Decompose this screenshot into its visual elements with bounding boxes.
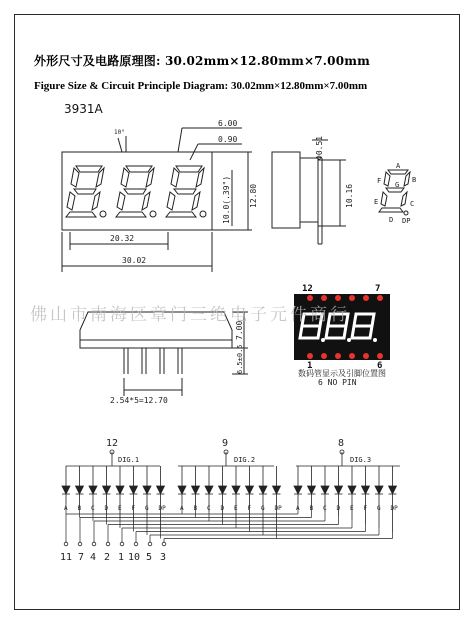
segment-label: D (104, 505, 109, 512)
seg-label-b: B (412, 176, 417, 184)
front-body-outline (62, 152, 212, 230)
diode-symbol (192, 486, 200, 494)
diode-symbol (232, 486, 240, 494)
model-number: 3931A (64, 102, 103, 116)
dim-6-00: 6.00 (218, 119, 238, 128)
diode-symbol (62, 486, 70, 494)
dim-6-5: 6.5±0.5 (236, 344, 244, 374)
pinout-caption: 数码管显示及引脚位置图 (298, 369, 386, 378)
segment-key (379, 170, 410, 215)
diode-symbol (130, 486, 138, 494)
segment-label: G (377, 505, 381, 512)
seg-label-g: G (395, 181, 400, 189)
bottom-pin-numbers (60, 552, 166, 563)
pin-label-12: 12 (302, 284, 313, 294)
segment-label: E (234, 505, 238, 512)
segment-label: A (64, 505, 68, 512)
digit-3-outline (166, 166, 206, 217)
diode-symbol (205, 486, 213, 494)
bottom-pin-5: 5 (146, 552, 153, 563)
segment-label: C (323, 505, 327, 512)
segment-label: D (220, 505, 225, 512)
side-body (272, 152, 300, 228)
digit-label-3: DIG.3 (350, 456, 372, 464)
seg-label-c: C (410, 200, 415, 208)
diode-symbol (76, 486, 84, 494)
digit-label-2: DIG.2 (234, 456, 256, 464)
common-pin-12: 12 (106, 438, 119, 449)
segment-label: B (309, 505, 314, 512)
diode-symbol (362, 486, 370, 494)
pinout-pin-count: 6 NO PIN (318, 378, 357, 387)
common-pin-8: 8 (338, 438, 345, 449)
segment-label: B (77, 505, 82, 512)
dim-pin-diameter: Φ0.51 (315, 135, 324, 160)
digit-1-outline (66, 166, 106, 217)
diode-symbol (89, 486, 97, 494)
segment-label: B (193, 505, 198, 512)
bottom-pin-10: 10 (128, 552, 141, 563)
seg-label-d: D (389, 216, 394, 224)
dim-30-02: 30.02 (122, 256, 147, 265)
diode-symbol (246, 486, 254, 494)
title-english: Figure Size & Circuit Principle Diagram: 30.02mm×12.80mm×7.00mm (34, 80, 368, 92)
diode-symbol (335, 486, 343, 494)
seg-label-f: F (377, 177, 382, 185)
diode-symbol (321, 486, 329, 494)
seg-label-dp: DP (402, 217, 411, 225)
segment-label: F (247, 505, 252, 512)
diode-array (62, 466, 397, 532)
bottom-pin-terminals (64, 542, 166, 546)
pin-label-1: 1 (307, 361, 313, 371)
digit-label-1: DIG.1 (118, 456, 140, 464)
diode-symbol (259, 486, 267, 494)
digit-2-outline (116, 166, 156, 217)
segment-label: A (180, 505, 184, 512)
dim-12-80: 12.80 (249, 183, 258, 208)
bottom-pin-1: 1 (118, 552, 125, 563)
diode-symbol (116, 486, 124, 494)
bottom-pin-7: 7 (78, 552, 85, 563)
seg-label-a: A (396, 162, 401, 170)
segment-label: C (207, 505, 211, 512)
segment-label: DP (158, 505, 166, 512)
diode-symbol (389, 486, 397, 494)
seg-label-e: E (374, 198, 379, 206)
dim-20-32: 20.32 (110, 234, 135, 243)
diode-symbol (273, 486, 281, 494)
segment-label: F (131, 505, 136, 512)
title-chinese: 外形尺寸及电路原理图: 30.02mm×12.80mm×7.00mm (34, 54, 371, 68)
segment-label: E (350, 505, 354, 512)
segment-label: G (261, 505, 265, 512)
bottom-pin-3: 3 (160, 552, 167, 563)
segment-label: DP (390, 505, 398, 512)
diode-symbol (178, 486, 186, 494)
diode-symbol (219, 486, 227, 494)
dim-7-00: 7.00 (235, 320, 244, 340)
segment-label: A (296, 505, 300, 512)
diode-symbol (103, 486, 111, 494)
bus-lines (66, 504, 393, 544)
angle-label: 10° (114, 129, 125, 136)
diode-symbol (294, 486, 302, 494)
bottom-pin-11: 11 (60, 552, 73, 563)
dim-0-90: 0.90 (218, 135, 238, 144)
side-view (272, 140, 346, 244)
bottom-pin-2: 2 (104, 552, 111, 563)
diode-symbol (157, 486, 165, 494)
diode-symbol (348, 486, 356, 494)
segment-label: D (336, 505, 341, 512)
segment-label: F (363, 505, 368, 512)
segment-label: G (145, 505, 149, 512)
pin-label-7: 7 (375, 284, 381, 294)
diode-symbol (143, 486, 151, 494)
common-pin-9: 9 (222, 438, 229, 449)
diode-symbol (375, 486, 383, 494)
dim-pin-pitch: 2.54*5=12.70 (110, 396, 168, 405)
pins (124, 348, 182, 374)
pin-label-6: 6 (377, 361, 383, 371)
diode-symbol (308, 486, 316, 494)
segment-label: E (118, 505, 122, 512)
bottom-pin-4: 4 (90, 552, 97, 563)
watermark: 佛山市南海区章门三绝电子元件商行 (30, 305, 350, 325)
segment-label: C (91, 505, 95, 512)
segment-label: DP (274, 505, 282, 512)
dim-10-16: 10.16 (345, 183, 354, 208)
dim-10-0: 10.0(.39") (222, 175, 231, 224)
